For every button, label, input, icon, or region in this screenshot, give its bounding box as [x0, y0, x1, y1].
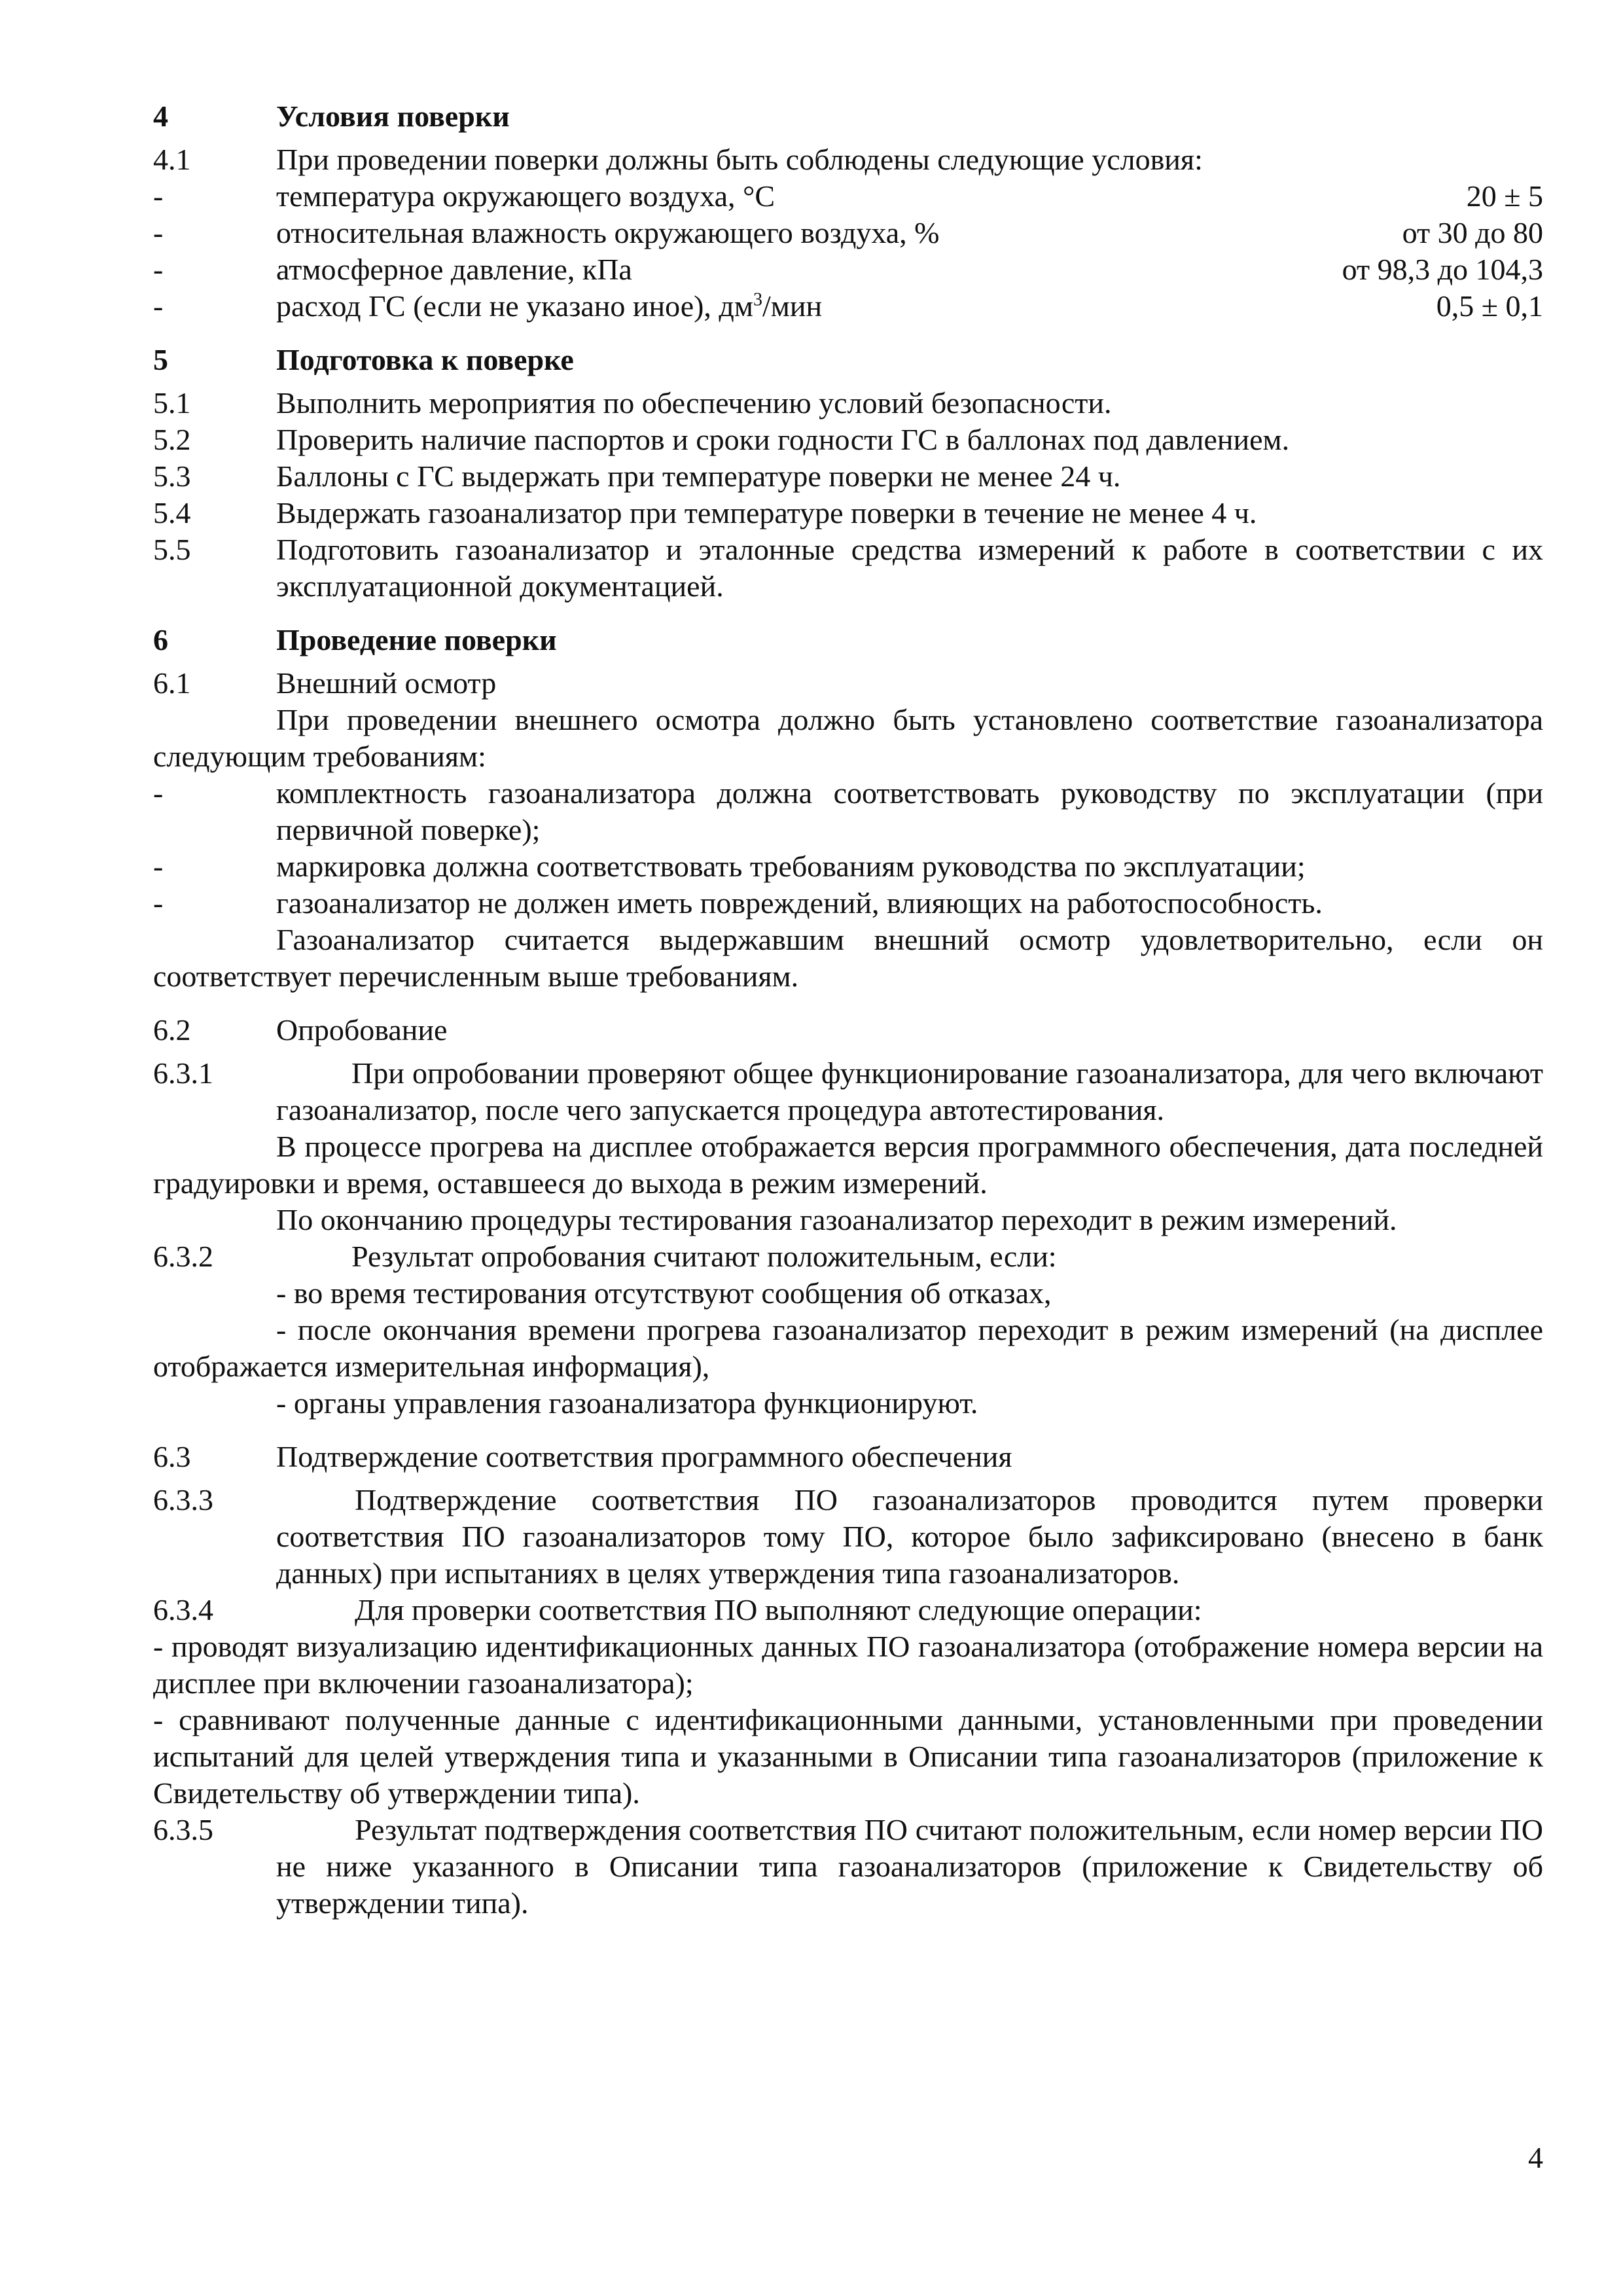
condition-label — [276, 288, 1436, 325]
page-number: 4 — [1528, 2141, 1543, 2174]
clause-number: 5.5 — [153, 533, 191, 566]
section-4-heading — [153, 98, 1543, 135]
paragraph: По окончанию процедуры тестирования газоанализатор переходит в режим измерений. — [276, 1203, 1397, 1236]
section-number: 4 — [153, 99, 168, 133]
clause-title: Внешний осмотр — [276, 666, 497, 700]
condition-item — [153, 251, 1543, 288]
clause-5-3 — [153, 458, 1543, 495]
clause-number: 5.4 — [153, 496, 191, 529]
section-title: Проведение поверки — [276, 623, 557, 656]
clause-6-2 — [153, 1012, 1543, 1049]
clause-5-4 — [153, 495, 1543, 531]
requirement-text: комплектность газоанализатора должна соответствовать руководству по эксплуатации (при первичной поверке); — [276, 776, 1543, 846]
clause-title: Опробование — [276, 1013, 448, 1047]
clause-number: 6.3.2 — [153, 1240, 213, 1273]
clause-6-3 — [153, 1439, 1543, 1475]
clause-text: Выдержать газоанализатор при температуре поверки в течение не менее 4 ч. — [276, 496, 1257, 529]
list-dash: - — [153, 179, 164, 213]
paragraph: При проведении внешнего осмотра должно быть установлено соответствие газоанализатора следующим требованиям: — [153, 703, 1543, 773]
clause-6-3-5 — [153, 1812, 1543, 1922]
clause-number: 6.3.4 — [153, 1593, 213, 1626]
section-6-heading — [153, 622, 1543, 658]
document-page — [153, 98, 1543, 1922]
clause-number: 6.3.5 — [153, 1813, 213, 1846]
section-5-heading — [153, 342, 1543, 378]
clause-number: 6.1 — [153, 666, 191, 700]
clause-text: Выполнить мероприятия по обеспечению условий безопасности. — [276, 386, 1112, 420]
condition-item — [153, 178, 1543, 215]
clause-number: 4.1 — [153, 143, 191, 176]
clause-number: 6.3.1 — [153, 1056, 213, 1090]
clause-text: При проведении поверки должны быть соблюдены следующие условия: — [276, 143, 1203, 176]
paragraph: Газоанализатор считается выдержавшим внешний осмотр удовлетворительно, если он соответствует перечисленным выше требованиям. — [153, 923, 1543, 993]
condition-value: от 30 до 80 — [1402, 216, 1543, 249]
clause-number: 5.3 — [153, 459, 191, 493]
clause-number: 6.3.3 — [153, 1483, 213, 1516]
section-number: 5 — [153, 343, 168, 376]
clause-text: При опробовании проверяют общее функционирование газоанализатора, для чего включают газоанализатор, после чего запускается процедура автотестирования. — [276, 1056, 1543, 1126]
clause-6-3-1 — [153, 1055, 1543, 1128]
clause-6-3-3 — [153, 1482, 1543, 1592]
bullet-line: - после окончания времени прогрева газоанализатор переходит в режим измерений (на дисплее отображается измерительная информация), — [153, 1313, 1543, 1383]
requirement-item — [153, 885, 1543, 922]
clause-text: Подготовить газоанализатор и эталонные средства измерений к работе в соответствии с их эксплуатационной документацией. — [276, 533, 1543, 603]
requirement-item — [153, 848, 1543, 885]
clause-title: Подтверждение соответствия программного обеспечения — [276, 1440, 1012, 1473]
condition-label: температура окружающего воздуха, °С — [276, 179, 776, 213]
list-dash: - — [153, 850, 164, 883]
clause-number: 6.3 — [153, 1440, 191, 1473]
bullet-line: - во время тестирования отсутствуют сообщения об отказах, — [276, 1276, 1052, 1310]
list-dash: - — [153, 776, 164, 810]
list-dash: - — [153, 253, 164, 286]
condition-value: 0,5 ± 0,1 — [1436, 289, 1543, 323]
clause-text: Проверить наличие паспортов и сроки годности ГС в баллонах под давлением. — [276, 423, 1290, 456]
clause-6-3-4 — [153, 1592, 1543, 1628]
condition-value: 20 ± 5 — [1466, 179, 1543, 213]
list-dash: - — [153, 289, 164, 323]
clause-number: 6.2 — [153, 1013, 191, 1047]
list-dash: - — [153, 216, 164, 249]
bullet-line: - сравнивают полученные данные с идентификационными данными, установленными при проведении испытаний для целей утверждения типа и указанными в Описании типа газоанализаторов (приложение к Свидетельству об утверждении типа). — [153, 1703, 1543, 1810]
clause-6-1 — [153, 665, 1543, 702]
list-dash: - — [153, 886, 164, 920]
flow-label-pre: расход ГС (если не указано иное), дм — [276, 289, 753, 323]
requirement-text: маркировка должна соответствовать требованиям руководства по эксплуатации; — [276, 850, 1306, 883]
clause-number: 5.2 — [153, 423, 191, 456]
clause-text: Подтверждение соответствия ПО газоанализаторов проводится путем проверки соответствия ПО газоанализаторов тому ПО, которое было зафиксировано (внесено в банк данных) при испытаниях в целях утверждения типа газоанализаторов. — [276, 1483, 1543, 1590]
clause-text: Для проверки соответствия ПО выполняют следующие операции: — [355, 1593, 1202, 1626]
bullet-line: - органы управления газоанализатора функционируют. — [276, 1386, 978, 1420]
section-number: 6 — [153, 623, 168, 656]
clause-text: Баллоны с ГС выдержать при температуре поверки не менее 24 ч. — [276, 459, 1121, 493]
clause-number: 5.1 — [153, 386, 191, 420]
clause-6-3-2 — [153, 1238, 1543, 1275]
condition-item-flow — [153, 288, 1543, 325]
requirement-text: газоанализатор не должен иметь повреждений, влияющих на работоспособность. — [276, 886, 1323, 920]
section-title: Условия поверки — [276, 99, 510, 133]
clause-5-5 — [153, 531, 1543, 605]
clause-5-2 — [153, 422, 1543, 458]
condition-item — [153, 215, 1543, 251]
requirement-item — [153, 775, 1543, 848]
bullet-line: - проводят визуализацию идентификационных данных ПО газоанализатора (отображение номера версии на дисплее при включении газоанализатора); — [153, 1630, 1543, 1700]
clause-text: Результат подтверждения соответствия ПО считают положительным, если номер версии ПО не ниже указанного в Описании типа газоанализаторов (приложение к Свидетельству об утверждении типа). — [276, 1813, 1543, 1920]
flow-label-post: /мин — [762, 289, 823, 323]
clause-5-1 — [153, 385, 1543, 422]
paragraph: В процессе прогрева на дисплее отображается версия программного обеспечения, дата последней градуировки и время, оставшееся до выхода в режим измерений. — [153, 1130, 1543, 1200]
section-title: Подготовка к поверке — [276, 343, 574, 376]
flow-label-sup: 3 — [753, 289, 762, 310]
condition-label: относительная влажность окружающего воздуха, % — [276, 216, 940, 249]
clause-4-1 — [153, 141, 1543, 178]
clause-text: Результат опробования считают положительным, если: — [351, 1240, 1057, 1273]
condition-label: атмосферное давление, кПа — [276, 253, 632, 286]
condition-value: от 98,3 до 104,3 — [1342, 253, 1543, 286]
